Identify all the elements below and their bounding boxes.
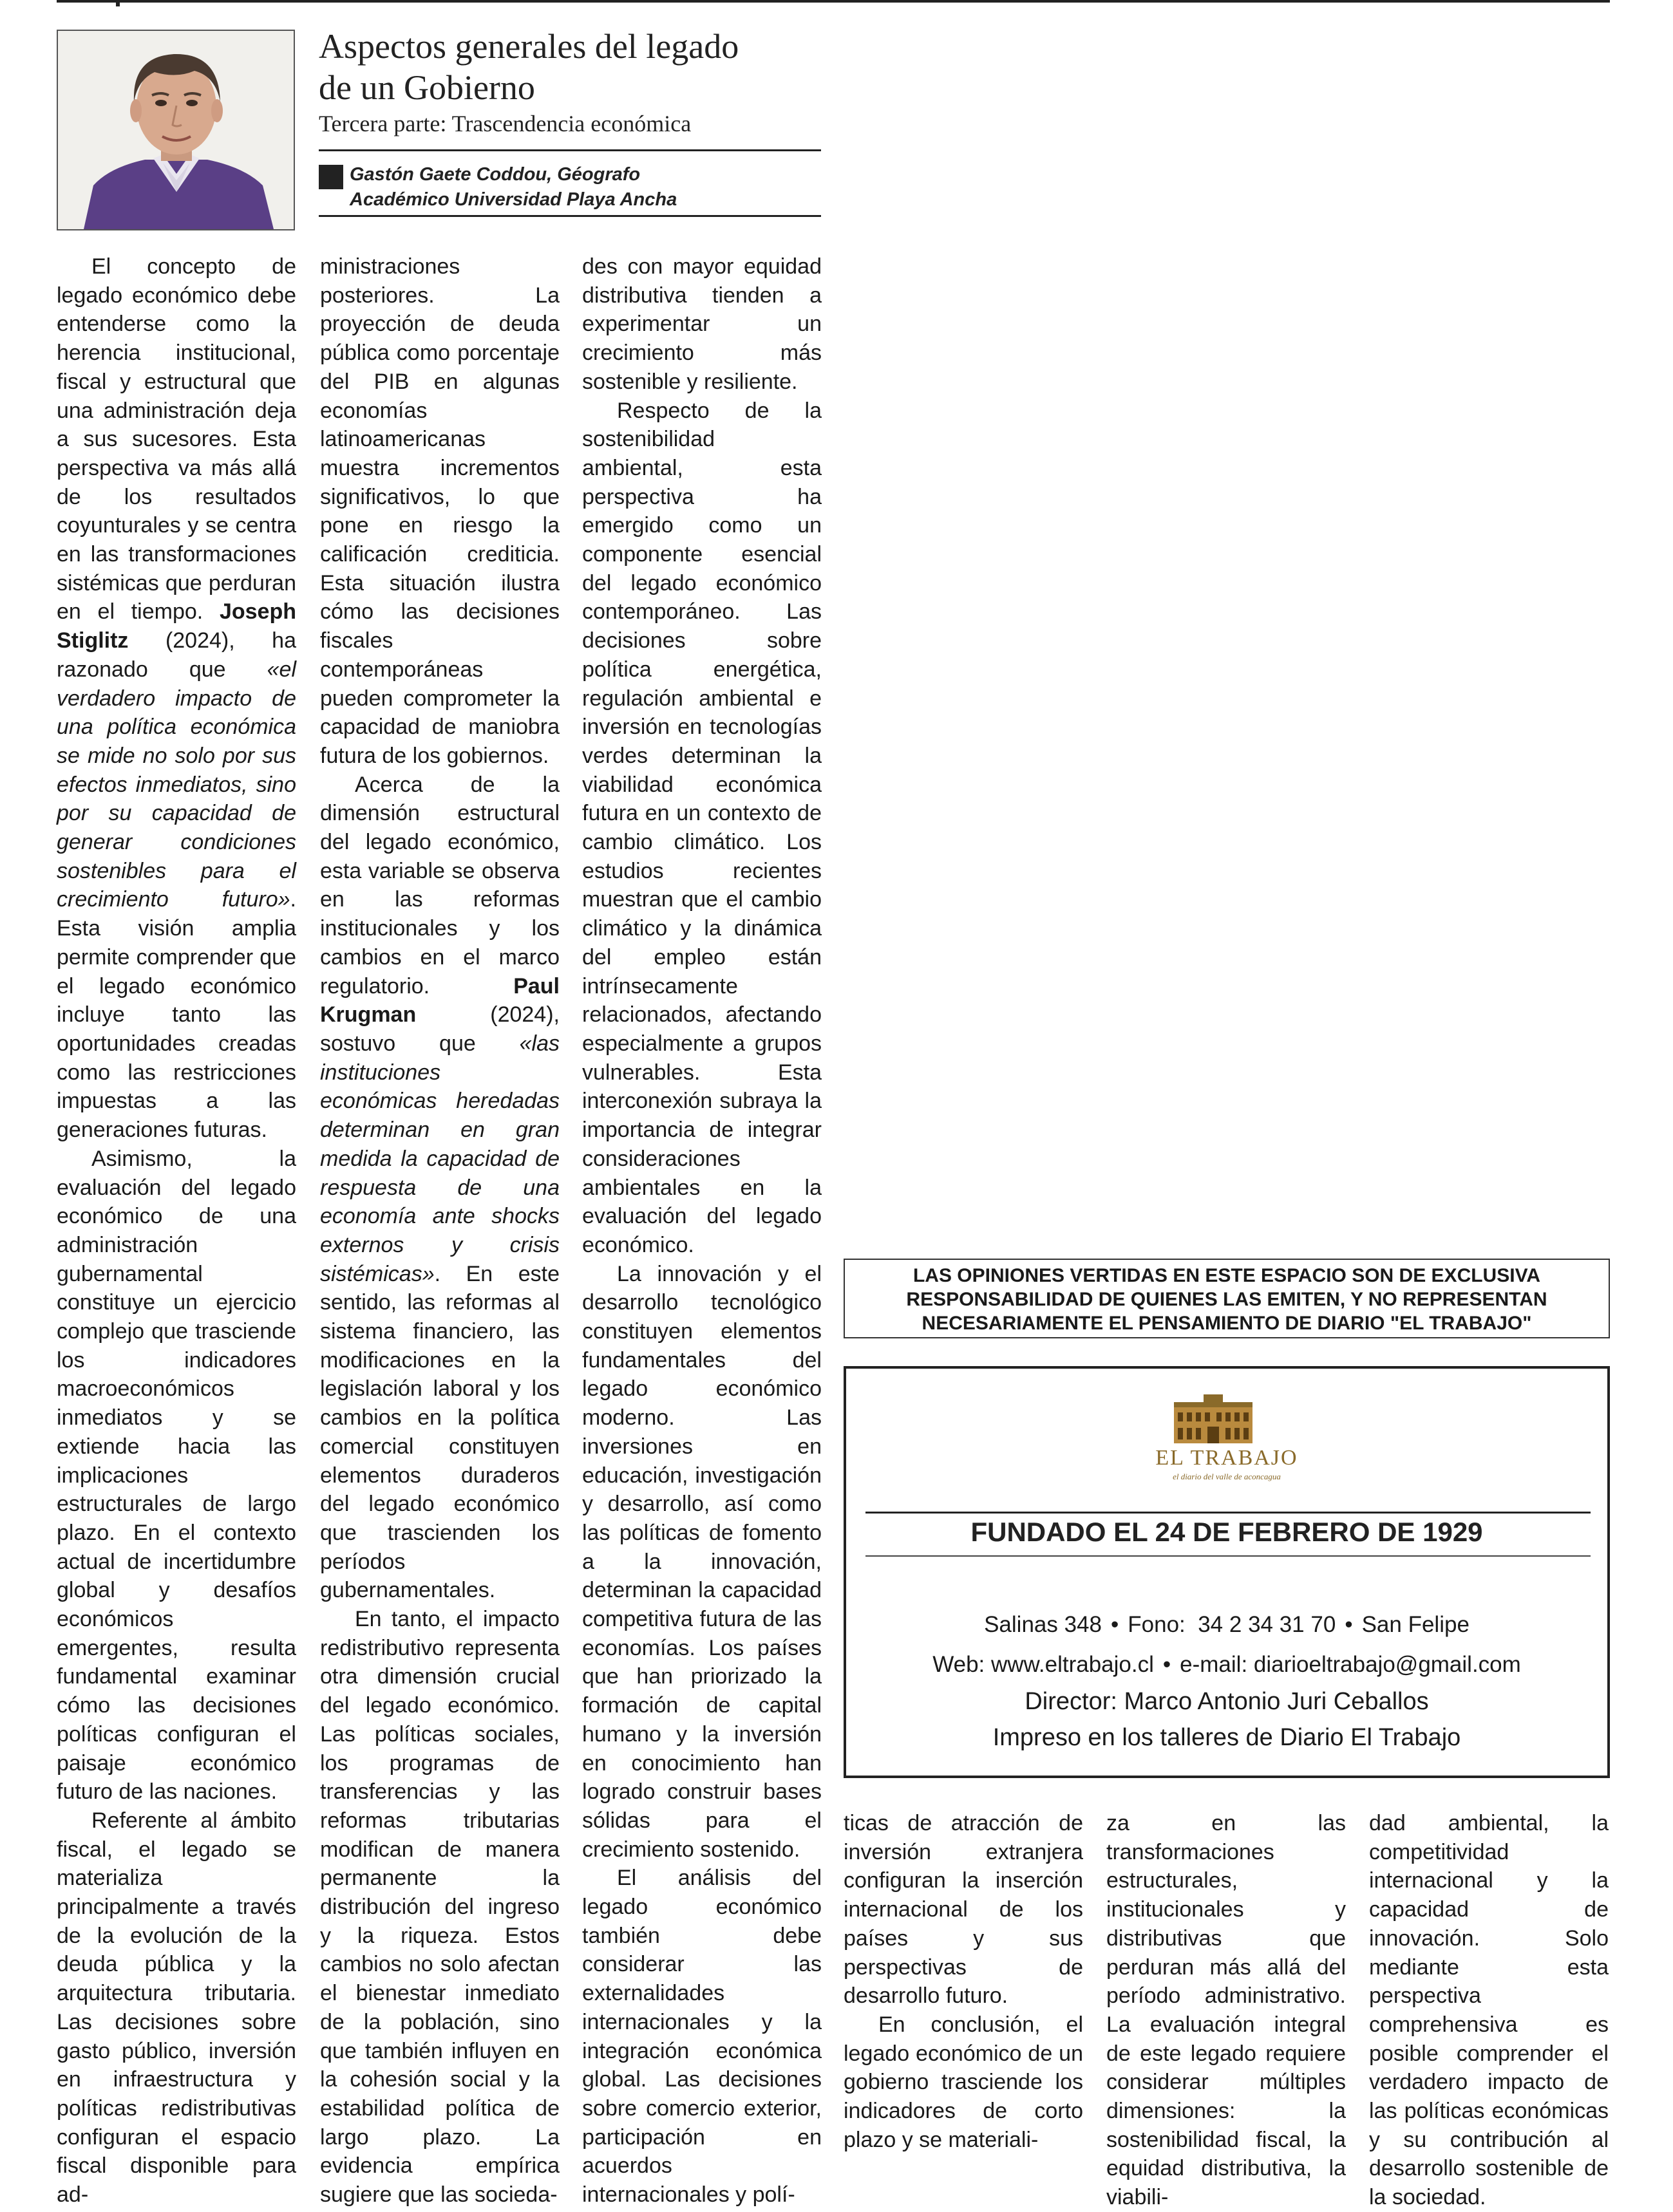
- byline-bottom-rule: [319, 215, 821, 217]
- article-subtitle: Tercera parte: Trascendencia económica: [319, 111, 692, 136]
- paragraph: ministraciones posteriores. La proyección de deuda pública como porcentaje del PIB en algunas economías latinoamericanas muestra incrementos significativos, lo que pone en riesgo la calificación crediticia. Esta situación ilustra cómo las decisiones fiscales contemporáneas pueden comprometer la capacidad de maniobra futura de los gobiernos.: [320, 254, 560, 768]
- article-column-2: [320, 252, 560, 2209]
- article-title-line2: de un Gobierno: [319, 68, 535, 107]
- paragraph: En tanto, el impacto redistributivo representa otra dimensión crucial del legado económico. Las políticas sociales, los programas de transferencias y las reformas tributarias modifican de manera permanente la distribución del ingreso y la riqueza. Estos cambios no solo afectan el bienestar inmediato de la población, sino que también influyen en la cohesión social y la estabilidad política de largo plazo. La evidencia empírica sugiere que las socieda-: [320, 1607, 560, 2207]
- paragraph: Referente al ámbito fiscal, el legado se materializa principalmente a través de la evolución de la deuda pública y la arquitectura tributaria. Las decisiones sobre gasto público, inversión en infraestructura y políticas redistributivas configuran el espacio fiscal disponible para ad-: [57, 1808, 296, 2207]
- byline-square-marker: [319, 165, 343, 189]
- email-label: e-mail:: [1180, 1652, 1248, 1677]
- author-portrait-image: [58, 31, 294, 229]
- director-label: Director:: [1025, 1688, 1117, 1715]
- paragraph: El análisis del legado económico también debe considerar las externalidades internacionales y la integración económica global. Las decisiones sobre comercio exterior, participación en acuerdos internacionales y polí-: [582, 1866, 822, 2207]
- author-affiliation: Académico Universidad Playa Ancha: [350, 189, 677, 210]
- director-line: [846, 1688, 1607, 1716]
- article-column-5: [1106, 1809, 1346, 2212]
- article-column-6: [1369, 1809, 1609, 2212]
- paragraph: Acerca de la dimensión estructural del legado económico, esta variable se observa en las reformas institucionales y los cambios en el marco regulatorio. Paul Krugman (2024), sostuvo que «las instituciones económicas heredadas determinan en gran medida la capacidad de respuesta de una economía ante shocks externos y crisis sistémicas». En este sentido, las reformas al sistema financiero, las modificaciones en la legislación laboral y los cambios en la política comercial constituyen elementos duraderos del legado económico que trascienden los períodos gubernamentales.: [320, 772, 560, 1603]
- cited-author-name: Joseph Stiglitz: [57, 599, 296, 653]
- phone-label: Fono:: [1128, 1612, 1186, 1637]
- paragraph: La innovación y el desarrollo tecnológico constituyen elementos fundamentales del legado económico moderno. Las inversiones en educación, investigación y desarrollo, así como las políticas de fomento a la innovación, determinan la capacidad competitiva futura de las economías. Los países que han priorizado la formación de capital humano y la inversión en conocimiento han logrado construir bases sólidas para el crecimiento sostenido.: [582, 1261, 822, 1862]
- article-title-line1: Aspectos generales del legado: [319, 27, 739, 66]
- email-link[interactable]: diarioeltrabajo@gmail.com: [1253, 1652, 1521, 1677]
- bullet-separator: •: [1111, 1612, 1119, 1637]
- paragraph: des con mayor equidad distributiva tienden a experimentar un crecimiento más sostenible y resiliente.: [582, 254, 822, 394]
- website-link[interactable]: www.eltrabajo.cl: [991, 1652, 1154, 1677]
- quotation: «el verdadero impacto de una política económica se mide no solo por sus efectos inmediatos, sino por su capacidad de generar condiciones sostenibles para el crecimiento futuro»: [57, 657, 296, 912]
- director-name: Marco Antonio Juri Ceballos: [1124, 1688, 1429, 1715]
- bullet-separator: •: [1345, 1612, 1353, 1637]
- top-rule: [57, 0, 1610, 3]
- article-column-4: [844, 1809, 1083, 2154]
- masthead-rule: [865, 1555, 1591, 1557]
- byline-top-rule: [319, 149, 821, 151]
- cited-author-name: Paul Krugman: [320, 973, 560, 1027]
- city: San Felipe: [1361, 1612, 1470, 1637]
- author-name: Gastón Gaete Coddou, Géografo: [350, 164, 641, 185]
- quotation: «las instituciones económicas heredadas determinan en gran medida la capacidad de respuesta de una economía ante shocks externos y crisis sistémicas»: [320, 1031, 560, 1286]
- address: Salinas 348: [984, 1612, 1102, 1637]
- paragraph: Asimismo, la evaluación del legado económico de una administración gubernamental constituye un ejercicio complejo que trasciende los indicadores macroeconómicos inmediatos y se extiende hacia las implicaciones estructurales de largo plazo. En el contexto actual de incertidumbre global y desafíos económicos emergentes, resulta fundamental examinar cómo las decisiones políticas configuran el paisaje económico futuro de las naciones.: [57, 1146, 296, 1804]
- paragraph: El concepto de legado económico debe entenderse como la herencia institucional, fiscal y estructural que una administración deja a sus sucesores. Esta perspectiva va más allá de los resultados coyunturales y se centra en las transformaciones sistémicas que perduran en el tiempo. Joseph Stiglitz (2024), ha razonado que «el verdadero impacto de una política económica se mide no solo por sus efectos inmediatos, sino por su capacidad de generar condiciones sostenibles para el crecimiento futuro». Esta visión amplia permite comprender que el legado económico incluye tanto las oportunidades creadas como las restricciones impuestas a las generaciones futuras.: [57, 254, 296, 1143]
- printed-by-line: Impreso en los talleres de Diario El Trabajo: [992, 1724, 1461, 1751]
- paragraph: za en las transformaciones estructurales, institucionales y distributivas que perduran más allá del período administrativo. La evaluación integral de este legado requiere considerar múltiples dimensiones: la sostenibilidad fiscal, la equidad distributiva, la viabili-: [1106, 1811, 1346, 2210]
- paragraph: En conclusión, el legado económico de un gobierno trasciende los indicadores de corto plazo y se materiali-: [844, 2012, 1083, 2152]
- article-column-3: [582, 252, 822, 2209]
- disclaimer-line1: LAS OPINIONES VERTIDAS EN ESTE ESPACIO SON DE EXCLUSIVA: [912, 1265, 1541, 1286]
- logo-tagline: el diario del valle de aconcagua: [1173, 1472, 1281, 1481]
- paragraph: ticas de atracción de inversión extranjera configuran la inserción internacional de los países y sus perspectivas de desarrollo futuro.: [844, 1811, 1083, 2009]
- web-label: Web:: [932, 1652, 985, 1677]
- author-photo: [57, 30, 295, 230]
- newspaper-masthead: [844, 1366, 1610, 1778]
- building-logo-icon: [1171, 1393, 1255, 1445]
- phone-number: 34 2 34 31 70: [1198, 1612, 1336, 1637]
- paragraph: Respecto de la sostenibilidad ambiental, esta perspectiva ha emergido como un componente esencial del legado económico contemporáneo. Las decisiones sobre política energética, regulación ambiental e inversión en tecnologías verdes determinan la viabilidad económica futura en un contexto de cambio climático. Los estudios recientes muestran que el cambio climático y la dinámica del empleo están intrínsecamente relacionados, afectando especialmente a grupos vulnerables. Esta interconexión subraya la importancia de integrar consideraciones ambientales en la evaluación del legado económico.: [582, 398, 822, 1257]
- contact-web-line: [846, 1652, 1607, 1678]
- article-column-1: [57, 252, 296, 2209]
- article-title: [319, 26, 834, 108]
- disclaimer-line2: RESPONSABILIDAD DE QUIENES LAS EMITEN, Y NO REPRESENTAN: [906, 1289, 1547, 1310]
- masthead-rule: [865, 1512, 1591, 1514]
- author-byline: [350, 162, 826, 212]
- logo-wordmark: EL TRABAJO: [1155, 1446, 1298, 1470]
- founded-date: FUNDADO EL 24 DE FEBRERO DE 1929: [970, 1517, 1483, 1547]
- top-rule-mark: [116, 0, 120, 6]
- opinion-disclaimer: [844, 1259, 1610, 1338]
- disclaimer-line3: NECESARIAMENTE EL PENSAMIENTO DE DIARIO "EL TRABAJO": [922, 1313, 1532, 1334]
- contact-address-line: [846, 1612, 1607, 1638]
- paragraph: dad ambiental, la competitividad internacional y la capacidad de innovación. Solo mediante esta perspectiva comprehensiva es posible comprender el verdadero impacto de las políticas económicas y su contribución al desarrollo sostenible de la sociedad.: [1369, 1811, 1609, 2210]
- bullet-separator: •: [1162, 1652, 1171, 1677]
